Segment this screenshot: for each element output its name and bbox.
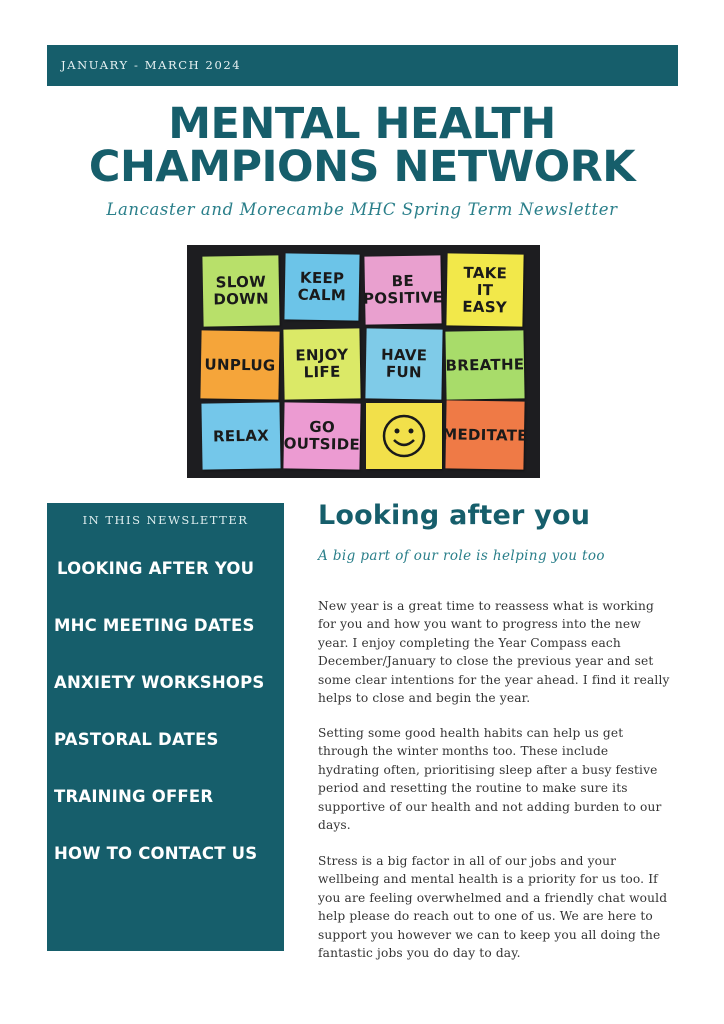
nav-item-training-offer[interactable]: TRAINING OFFER [54, 787, 214, 806]
date-range: JANUARY - MARCH 2024 [61, 58, 242, 72]
date-banner [47, 45, 678, 86]
sticky-note [366, 403, 442, 469]
sticky-note: SLOW DOWN [202, 255, 279, 326]
nav-item-pastoral-dates[interactable]: PASTORAL DATES [54, 730, 219, 749]
article-title: Looking after you [318, 500, 591, 531]
nav-item-anxiety-workshops[interactable]: ANXIETY WORKSHOPS [54, 673, 265, 692]
sticky-note: TAKE IT EASY [446, 253, 523, 326]
nav-item-how-to-contact-us[interactable]: HOW TO CONTACT US [54, 844, 258, 863]
newsletter-subtitle: Lancaster and Morecambe MHC Spring Term Newsletter [106, 200, 618, 219]
sticky-note: BREATHE [445, 330, 524, 399]
article-paragraph: Setting some good health habits can help us get through the winter months too. These include hydrating often, prioritising sleep after a busy festive period and resetting the routine to make sure its supportive of our health and not adding burden to our days. [318, 726, 662, 833]
article-paragraph: New year is a great time to reassess what is working for you and how you want to progress into the new year. I enjoy completing the Year Compass each December/January to close the previous year and set some clear intentions for the year ahead. I find it really helps to close and begin the year. [318, 599, 670, 706]
sticky-notes-image [187, 245, 540, 478]
sticky-note: UNPLUG [200, 330, 279, 399]
article-paragraph: Stress is a big factor in all of our jobs and your wellbeing and mental health is a priority for us too. If you are feeling overwhelmed and a friendly chat would help please do reach out to one of us. We are here to support you however we can to keep you all doing the fantastic jobs you do day to day. [318, 854, 668, 961]
sticky-note: RELAX [201, 402, 280, 469]
sticky-note: ENJOY LIFE [283, 328, 360, 399]
sticky-note: KEEP CALM [284, 253, 359, 320]
newsletter-contents-sidebar [47, 503, 284, 951]
smiley-face-icon [381, 413, 427, 459]
sticky-note: BE POSITIVE [364, 255, 441, 324]
newsletter-title-line1: MENTAL HEALTH [168, 99, 556, 149]
sticky-note: GO OUTSIDE [283, 402, 360, 469]
newsletter-title-line2: CHAMPIONS NETWORK [88, 142, 636, 192]
article-subtitle: A big part of our role is helping you too [318, 548, 605, 564]
nav-item-looking-after-you[interactable]: LOOKING AFTER YOU [57, 559, 255, 578]
contents-heading: IN THIS NEWSLETTER [82, 513, 249, 527]
sticky-note: HAVE FUN [365, 328, 442, 399]
nav-item-mhc-meeting-dates[interactable]: MHC MEETING DATES [54, 616, 255, 635]
sticky-note: MEDITATE [445, 400, 524, 469]
